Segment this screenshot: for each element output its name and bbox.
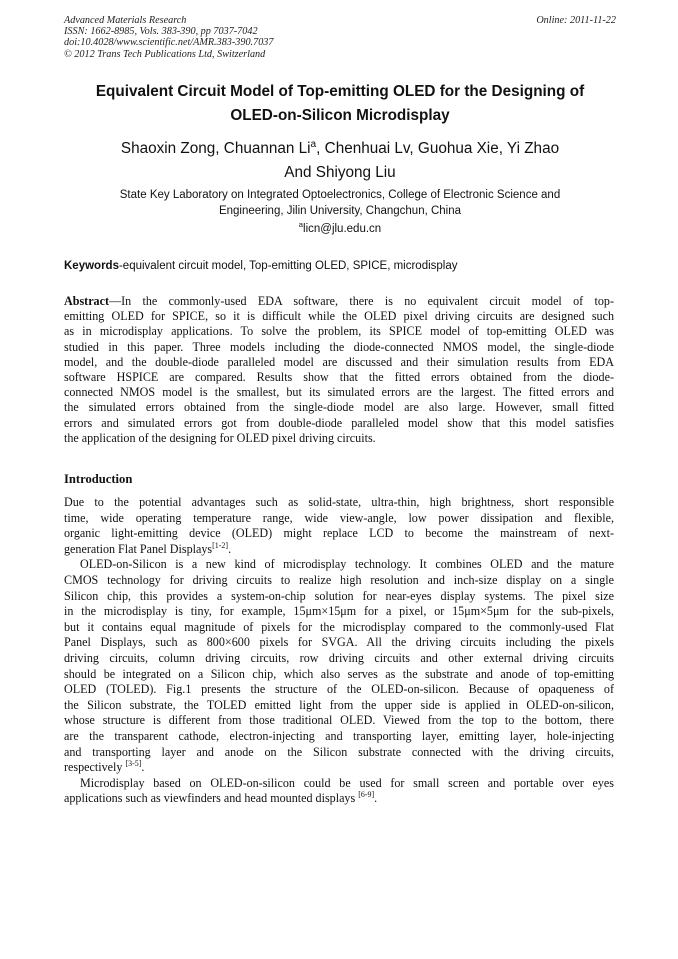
intro-line: OLED-on-Silicon is a new kind of microdisplay technology. It combines OLED and the mature [80, 557, 614, 572]
keywords-label: Keywords [64, 260, 119, 272]
intro-line: in the microdisplay is tiny, for example, 15μm×15μm for a pixel, or 15μm×5μm for the sub-pixels, [64, 604, 614, 619]
intro-text: . [228, 541, 232, 556]
title-line-2: OLED-on-Silicon Microdisplay [230, 107, 450, 124]
intro-text: . [374, 791, 378, 806]
paper-title [60, 80, 620, 128]
intro-line: organic light-emitting device (OLED) might replace LCD to become the mainstream of next- [64, 526, 614, 541]
intro-line: are the transparent cathode, electron-injecting and transporting layer, emitting layer, hole-injecting [64, 728, 614, 743]
intro-line: Panel Displays, such as 800×600 pixels for SVGA. All the driving circuits including the pixels [64, 635, 614, 650]
intro-line: the Silicon substrate, the TOLED emitted light from the upper side is applied in OLED-on-silicon, [64, 697, 614, 712]
intro-line: driving circuits, column driving circuits, row driving circuits and other external driving circuits [64, 650, 614, 665]
intro-line: but it contains equal magnitude of pixels for the microdisplay compared to the commonly-used Flat [64, 619, 614, 634]
affiliation-line-2: Engineering, Jilin University, Changchun, China [218, 204, 462, 217]
citation: [1-2] [212, 540, 229, 550]
issn-line: ISSN: 1662-8985, Vols. 383-390, pp 7037-7042 [64, 26, 258, 38]
introduction-body [64, 495, 614, 807]
authors-part-2: , Chenhuai Lv, Guohua Xie, Yi Zhao [316, 140, 560, 157]
abstract-line [64, 294, 614, 309]
abstract-line: as in microdisplay applications. To solve the problem, its SPICE model of top-emitting OLED was [64, 324, 614, 339]
abstract-line: model, and the double-diode paralleled model are discussed and their simulation results from EDA [64, 354, 614, 369]
intro-line: Silicon chip, this provides a system-on-chip solution for near-eyes display systems. The pixel size [64, 588, 614, 603]
authors-line-2: And Shiyong Liu [284, 164, 396, 181]
intro-line: CMOS technology for driving circuits to realize high resolution and inch-size display on a single [64, 572, 614, 587]
intro-text: respectively [64, 760, 126, 775]
intro-line: Microdisplay based on OLED-on-silicon could be used for small screen and portable over eyes [80, 775, 614, 790]
citation: [3-5] [125, 759, 142, 769]
authors-part-1: Shaoxin Zong, Chuannan Li [120, 140, 311, 157]
copyright-line: © 2012 Trans Tech Publications Ltd, Switzerland [64, 48, 266, 60]
citation: [6-9] [358, 790, 375, 800]
email-address: licn@jlu.edu.cn [303, 223, 382, 235]
section-heading-introduction: Introduction [64, 472, 133, 486]
keywords-text: -equivalent circuit model, Top-emitting OLED, SPICE, microdisplay [118, 260, 458, 272]
intro-line: should be integrated on a Silicon chip, which also serves as the substrate and anode of top-emitting [64, 666, 614, 681]
online-date: Online: 2011-11-22 [536, 15, 616, 26]
intro-line: time, wide operating temperature range, wide view-angle, low power dissipation and flexible, [64, 510, 614, 525]
affiliation-line-1: State Key Laboratory on Integrated Optoelectronics, College of Electronic Science and [119, 189, 561, 201]
intro-text: . [141, 760, 145, 775]
author-list [60, 137, 620, 185]
intro-line: and transporting layer and anode on the Silicon substrate connected with the driving circuits, [64, 744, 614, 759]
abstract [64, 294, 614, 446]
intro-line [64, 542, 614, 558]
intro-line [64, 791, 614, 807]
contact-email [60, 222, 620, 237]
abstract-line: emitting OLED for SPICE, so it is difficult while the OLED pixel driving circuits are designed such [64, 309, 614, 324]
keywords [64, 259, 624, 274]
abstract-label: Abstract [64, 294, 110, 308]
abstract-text: —In the commonly-used EDA software, there is no equivalent circuit model of top- [109, 294, 614, 308]
email-affil-mark: a [298, 220, 304, 230]
abstract-line: connected NMOS model is the smallest, but its simulated errors are the largest. The fitted errors and [64, 385, 614, 400]
intro-line: OLED (TOLED). Fig.1 presents the structure of the OLED-on-silicon. Because of opaqueness of [64, 682, 614, 697]
author-affil-mark: a [310, 138, 317, 150]
doi-line: doi:10.4028/www.scientific.net/AMR.383-390.7037 [64, 37, 274, 49]
intro-line: Due to the potential advantages such as solid-state, ultra-thin, high brightness, short responsible [64, 495, 614, 509]
abstract-line: the simulated errors obtained from the single-diode model are also large. However, small fitted [64, 400, 614, 415]
title-line-1: Equivalent Circuit Model of Top-emitting OLED for the Designing of [95, 83, 585, 100]
journal-name: Advanced Materials Research [64, 15, 187, 26]
intro-line: whose structure is different from those traditional OLED. Viewed from the top to the bottom, there [64, 713, 614, 728]
authors-line-1 [60, 137, 620, 161]
intro-line [64, 760, 614, 776]
intro-text: applications such as viewfinders and head mounted displays [64, 791, 359, 806]
journal-header [64, 15, 616, 60]
abstract-line: the application of the designing for OLED pixel driving circuits. [64, 430, 376, 445]
affiliation [70, 188, 610, 219]
abstract-line: errors and simulated errors got from double-diode paralleled model show that this model satisfies [64, 415, 614, 430]
abstract-line: software HSPICE are compared. Results show that the fitted errors obtained from the diode- [64, 370, 614, 385]
abstract-line: studied in this paper. Three models including the diode-connected NMOS model, the single-diode [64, 339, 614, 354]
intro-text: generation Flat Panel Displays [64, 541, 213, 556]
